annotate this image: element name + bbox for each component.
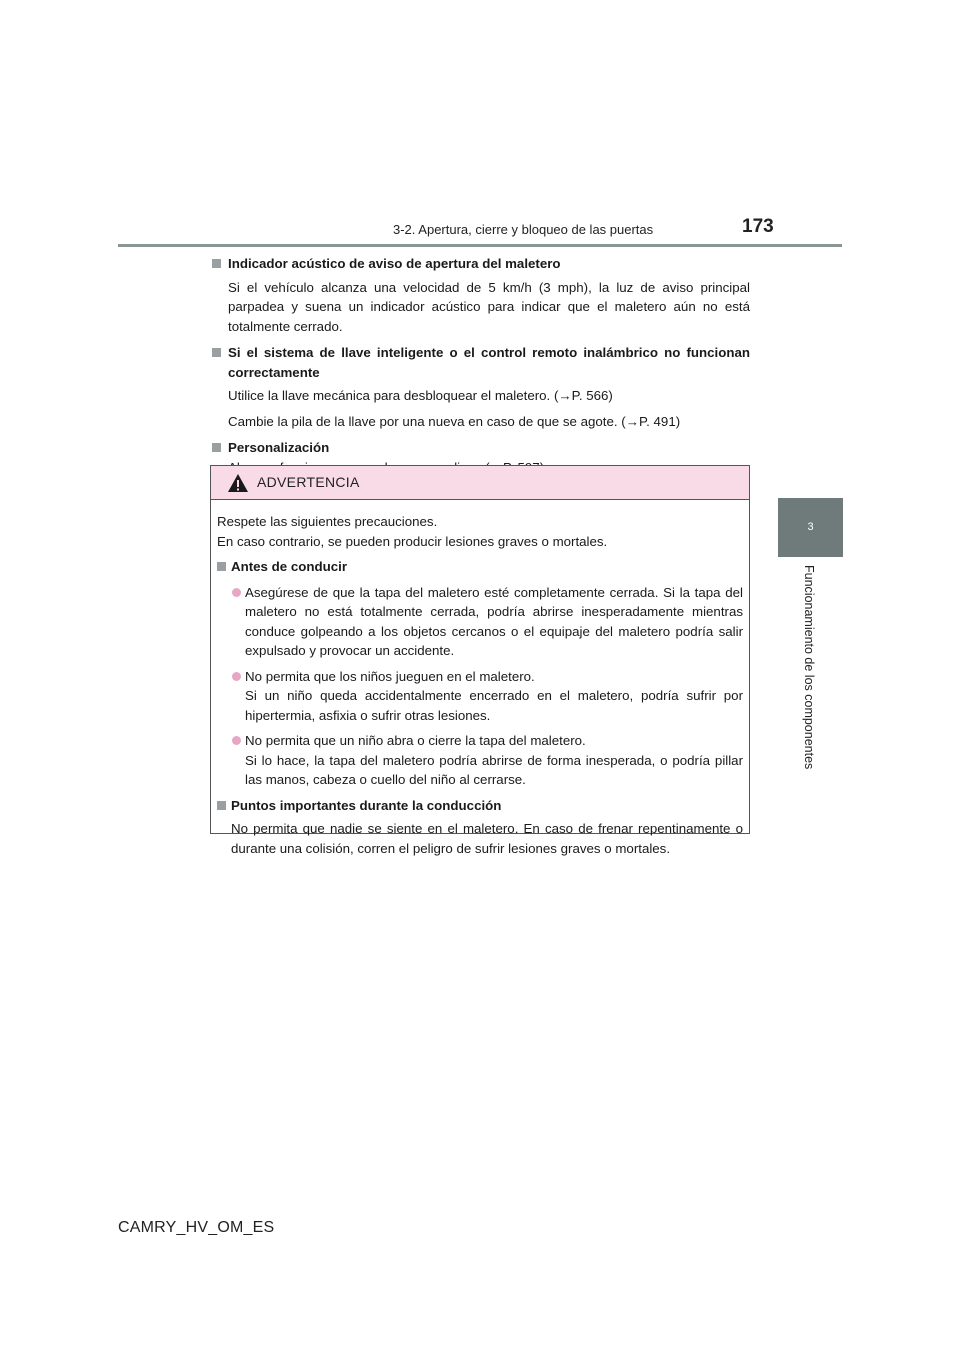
square-bullet-icon (212, 443, 221, 452)
chapter-title: Funcionamiento de los componentes (802, 565, 816, 770)
bullet-dot-icon (232, 588, 241, 597)
square-bullet-icon (217, 801, 226, 810)
section-title: Indicador acústico de aviso de apertura del maletero (212, 254, 750, 274)
square-bullet-icon (217, 562, 226, 571)
warning-intro: Respete las siguientes precauciones. En caso contrario, se pueden producir lesiones graves o mortales. (217, 514, 608, 549)
square-bullet-icon (212, 348, 221, 357)
main-content (212, 254, 750, 484)
warning-header (211, 466, 749, 500)
page-number: 173 (742, 216, 774, 237)
warning-bullet: No permita que los niños jueguen en el maletero. Si un niño queda accidentalmente encerrado en el maletero, podría sufrir por hipertermia, asfixia o sufrir otras lesiones. (217, 667, 743, 726)
warning-paragraph: No permita que nadie se siente en el maletero. En caso de frenar repentinamente o durante una colisión, corren el peligro de sufrir lesiones graves o mortales. (231, 821, 743, 856)
section-smart-key-fail (212, 343, 750, 431)
warning-subtitle: Antes de conducir (217, 557, 743, 577)
section-trunk-alarm (212, 254, 750, 336)
section-title: Personalización (212, 438, 750, 458)
bullet-dot-icon (232, 672, 241, 681)
section-title: Si el sistema de llave inteligente o el control remoto inalámbrico no funcionan correctamente (212, 343, 750, 382)
footer-document-code: CAMRY_HV_OM_ES (118, 1219, 275, 1236)
chapter-side-label (802, 565, 820, 775)
chapter-tab: 3 (778, 498, 843, 557)
paragraph: Utilice la llave mecánica para desbloquear el maletero. (→P. 566) (228, 388, 613, 403)
paragraph: Cambie la pila de la llave por una nueva en caso de que se agote. (→P. 491) (228, 413, 681, 429)
paragraph: Si el vehículo alcanza una velocidad de 5 km/h (3 mph), la luz de aviso principal parpadea y suena un indicador acústico para indicar que el maletero aún no está totalmente cerrado. (228, 279, 750, 334)
header-divider (118, 244, 842, 247)
square-bullet-icon (212, 259, 221, 268)
warning-title: ADVERTENCIA (257, 474, 360, 490)
header-section-title: 3-2. Apertura, cierre y bloqueo de las puertas (393, 222, 654, 237)
warning-box (210, 465, 750, 856)
warning-bullet: Asegúrese de que la tapa del maletero esté completamente cerrada. Si la tapa del maletero no está totalmente cerrada, podría abrirse inesperadamente mientras conduce golpeando a los objetos cercanos o el equipaje del maletero podría salir expulsado y provocar un accidente. (217, 583, 743, 661)
warning-subtitle: Puntos importantes durante la conducción (217, 796, 743, 816)
bullet-dot-icon (232, 736, 241, 745)
warning-bullet: No permita que un niño abra o cierre la tapa del maletero. Si lo hace, la tapa del maletero podría abrirse de forma inesperada, o podría pillar las manos, cabeza o cuello del niño al cerrarse. (217, 731, 743, 790)
warning-body (211, 500, 749, 858)
warning-triangle-icon (227, 473, 249, 493)
